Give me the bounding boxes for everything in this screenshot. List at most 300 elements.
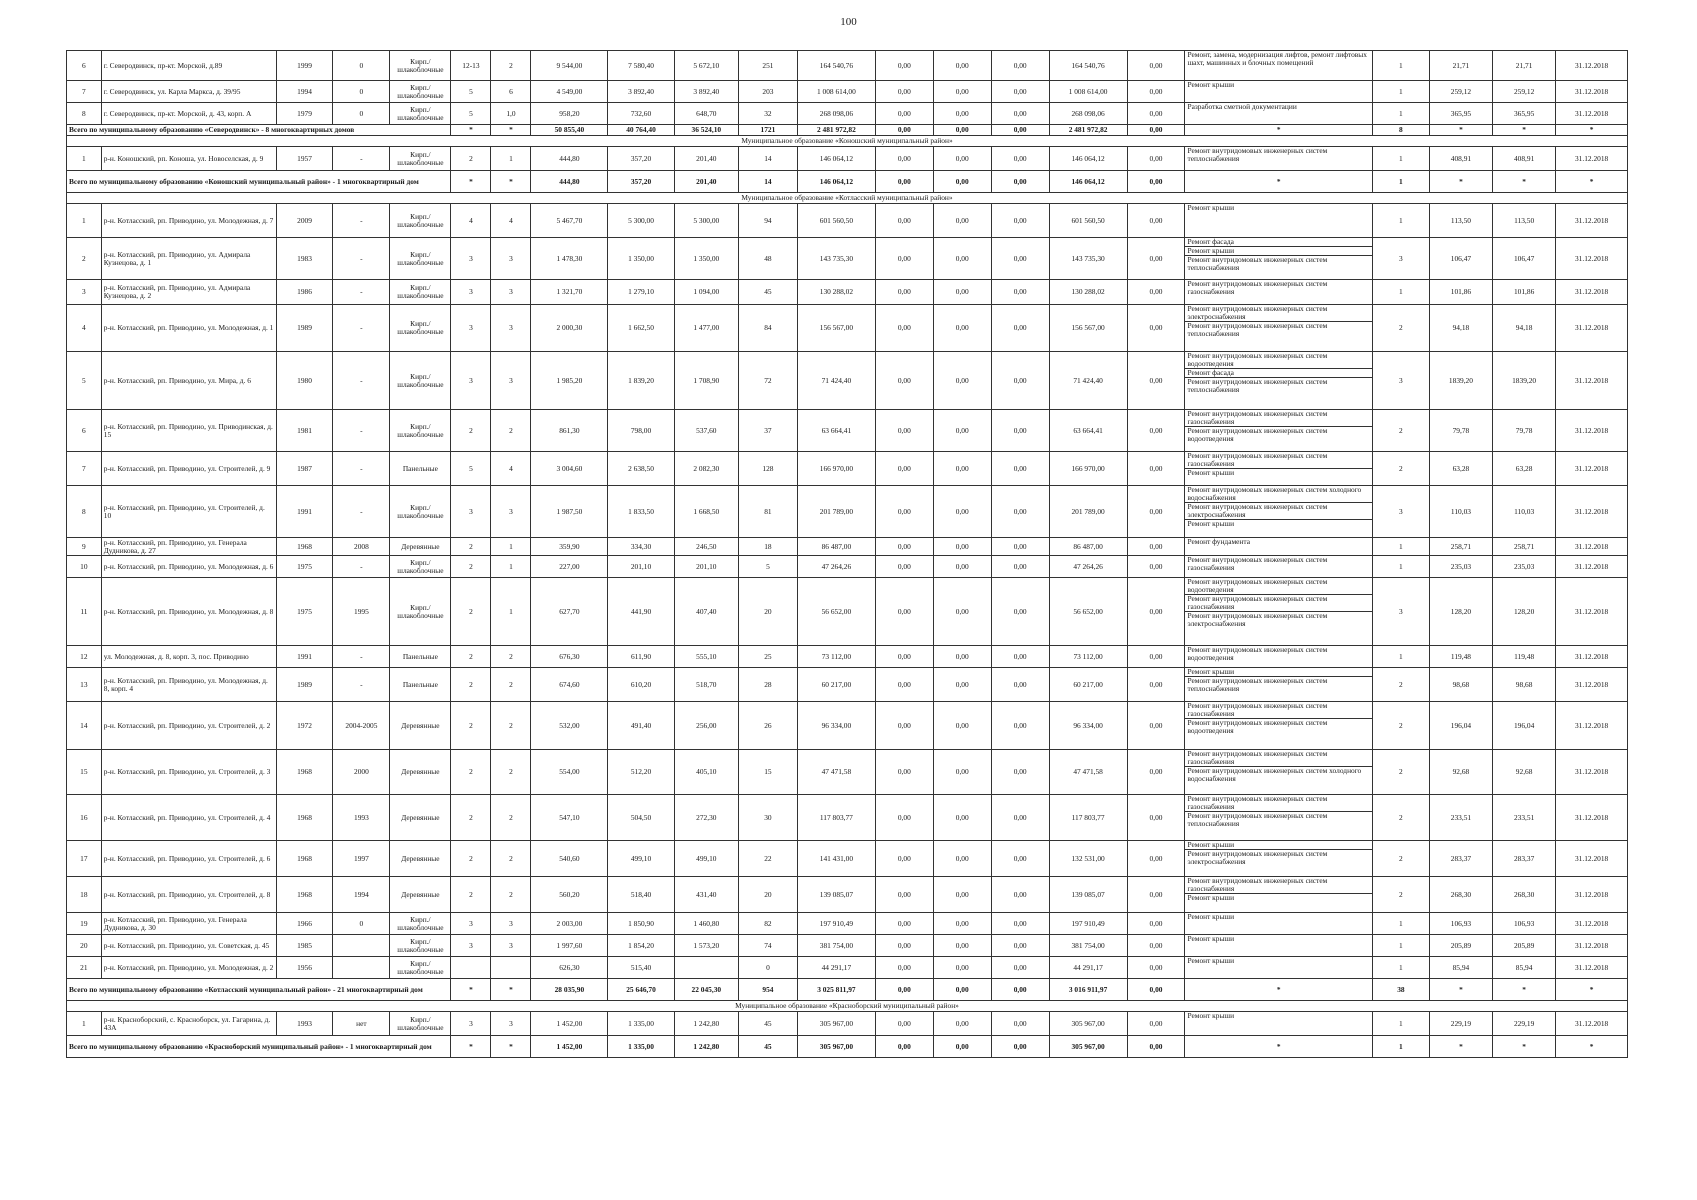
entrances-cell: 1 [491, 538, 531, 556]
fund-local-cell: 0,00 [991, 147, 1049, 171]
year-built-cell: 1993 [276, 1012, 333, 1036]
total-cell: 45 [738, 1036, 797, 1058]
total-area-cell: 1 985,20 [531, 352, 608, 410]
total-cost-cell: 146 064,12 [797, 147, 875, 171]
total-cell: 40 764,40 [608, 125, 674, 136]
total-cell: * [1185, 171, 1372, 193]
total-cost-cell: 96 334,00 [797, 702, 875, 750]
total-row [67, 979, 1628, 1001]
total-cell: * [451, 125, 491, 136]
year-reconstructed-cell: - [333, 204, 390, 238]
year-reconstructed-cell: - [333, 668, 390, 702]
wall-material-cell: Кирп./ шлакоблочные [390, 280, 451, 305]
fund-local-cell: 0,00 [991, 238, 1049, 280]
max-unit-cost-cell: 205,89 [1493, 935, 1556, 957]
work-type: Ремонт внутридомовых инженерных систем газоснабжения [1185, 877, 1371, 894]
total-cell: 0,00 [1127, 171, 1185, 193]
fund-federal-cell: 0,00 [875, 646, 933, 668]
table-row [67, 578, 1628, 646]
total-area-cell: 560,20 [531, 877, 608, 913]
work-types-cell [1185, 578, 1372, 646]
table-row [67, 646, 1628, 668]
entrances-cell: 1 [491, 147, 531, 171]
work-count-cell: 3 [1372, 578, 1429, 646]
row-number-cell: 10 [67, 556, 102, 578]
total-cell: * [491, 1036, 531, 1058]
total-cell: * [1493, 171, 1556, 193]
entrances-cell: 3 [491, 280, 531, 305]
total-area-cell: 958,20 [531, 103, 608, 125]
row-number-cell: 20 [67, 935, 102, 957]
residential-area-cell: 3 892,40 [674, 81, 738, 103]
residents-cell: 18 [738, 538, 797, 556]
residential-area-cell: 246,50 [674, 538, 738, 556]
total-cell: * [1493, 125, 1556, 136]
row-number-cell: 2 [67, 238, 102, 280]
unit-cost-cell: 85,94 [1429, 957, 1492, 979]
max-unit-cost-cell: 119,48 [1493, 646, 1556, 668]
floors-cell: 2 [451, 147, 491, 171]
fund-federal-cell: 0,00 [875, 103, 933, 125]
address-cell: р-н. Котласский, рп. Приводино, ул. Адмирала Кузнецова, д. 2 [101, 280, 276, 305]
work-types-cell [1185, 702, 1372, 750]
max-unit-cost-cell: 268,30 [1493, 877, 1556, 913]
total-cell: 36 524,10 [674, 125, 738, 136]
table-row [67, 750, 1628, 795]
section-header-row [67, 193, 1628, 204]
fund-owners-cell: 1 008 614,00 [1049, 81, 1127, 103]
total-area-cell: 1 987,50 [531, 486, 608, 538]
fund-local-cell: 0,00 [991, 204, 1049, 238]
total-area-cell: 547,10 [531, 795, 608, 841]
residents-cell: 203 [738, 81, 797, 103]
entrances-cell: 2 [491, 668, 531, 702]
fund-local-cell: 0,00 [991, 538, 1049, 556]
unit-cost-cell: 21,71 [1429, 51, 1492, 81]
total-area-cell: 359,90 [531, 538, 608, 556]
wall-material-cell: Панельные [390, 646, 451, 668]
row-number-cell: 1 [67, 147, 102, 171]
deadline-cell: 31.12.2018 [1556, 935, 1628, 957]
wall-material-cell: Деревянные [390, 702, 451, 750]
residents-cell: 30 [738, 795, 797, 841]
year-built-cell: 1989 [276, 305, 333, 352]
work-type: Ремонт внутридомовых инженерных систем водоотведения [1187, 717, 1328, 735]
work-type: Ремонт крыши [1187, 467, 1235, 477]
row-number-cell: 11 [67, 578, 102, 646]
deadline-cell: 31.12.2018 [1556, 668, 1628, 702]
floors-cell: 3 [451, 305, 491, 352]
work-type: Ремонт крыши [1187, 518, 1235, 528]
year-reconstructed-cell: 1997 [333, 841, 390, 877]
row-number-cell: 21 [67, 957, 102, 979]
total-cell: 3 016 911,97 [1049, 979, 1127, 1001]
fund-owners-cell: 381 754,00 [1049, 935, 1127, 957]
total-cost-cell: 156 567,00 [797, 305, 875, 352]
floors-cell: 12-13 [451, 51, 491, 81]
fund-federal-cell: 0,00 [875, 147, 933, 171]
residential-area-cell: 1 668,50 [674, 486, 738, 538]
floors-cell: 3 [451, 486, 491, 538]
fund-other-cell: 0,00 [1127, 103, 1185, 125]
unit-cost-cell: 98,68 [1429, 668, 1492, 702]
fund-federal-cell: 0,00 [875, 410, 933, 452]
fund-other-cell: 0,00 [1127, 352, 1185, 410]
premises-area-cell: 1 850,90 [608, 913, 674, 935]
year-reconstructed-cell: - [333, 646, 390, 668]
fund-federal-cell: 0,00 [875, 486, 933, 538]
residential-area-cell: 537,60 [674, 410, 738, 452]
year-reconstructed-cell: - [333, 452, 390, 486]
table-row [67, 913, 1628, 935]
fund-federal-cell: 0,00 [875, 81, 933, 103]
residential-area-cell: 1 242,80 [674, 1012, 738, 1036]
work-types-cell [1185, 556, 1372, 578]
total-area-cell: 1 478,30 [531, 238, 608, 280]
deadline-cell: 31.12.2018 [1556, 305, 1628, 352]
fund-owners-cell: 166 970,00 [1049, 452, 1127, 486]
work-type: Ремонт внутридомовых инженерных систем теплоснабжения [1187, 376, 1328, 394]
table-row [67, 305, 1628, 352]
floors-cell: 3 [451, 913, 491, 935]
total-cell: 146 064,12 [1049, 171, 1127, 193]
address-cell: р-н. Котласский, рп. Приводино, ул. Строителей, д. 8 [101, 877, 276, 913]
fund-other-cell: 0,00 [1127, 305, 1185, 352]
fund-federal-cell: 0,00 [875, 51, 933, 81]
total-cell: * [1185, 1036, 1372, 1058]
total-cell: 14 [738, 171, 797, 193]
fund-other-cell: 0,00 [1127, 935, 1185, 957]
total-cost-cell: 73 112,00 [797, 646, 875, 668]
unit-cost-cell: 113,50 [1429, 204, 1492, 238]
unit-cost-cell: 365,95 [1429, 103, 1492, 125]
residents-cell: 74 [738, 935, 797, 957]
work-type: Ремонт фундамента [1187, 537, 1250, 546]
deadline-cell: 31.12.2018 [1556, 795, 1628, 841]
table-row [67, 538, 1628, 556]
total-cell: * [1429, 979, 1492, 1001]
residents-cell: 15 [738, 750, 797, 795]
residents-cell: 82 [738, 913, 797, 935]
unit-cost-cell: 94,18 [1429, 305, 1492, 352]
total-cost-cell: 63 664,41 [797, 410, 875, 452]
premises-area-cell: 1 854,20 [608, 935, 674, 957]
total-area-cell: 674,60 [531, 668, 608, 702]
fund-local-cell: 0,00 [991, 702, 1049, 750]
work-type: Ремонт фасада [1185, 369, 1371, 378]
work-count-cell: 3 [1372, 352, 1429, 410]
fund-federal-cell: 0,00 [875, 305, 933, 352]
work-count-cell: 1 [1372, 913, 1429, 935]
unit-cost-cell: 258,71 [1429, 538, 1492, 556]
floors-cell: 2 [451, 877, 491, 913]
total-cell: * [1556, 171, 1628, 193]
fund-federal-cell: 0,00 [875, 668, 933, 702]
max-unit-cost-cell: 106,47 [1493, 238, 1556, 280]
total-cost-cell: 56 652,00 [797, 578, 875, 646]
work-types-cell [1185, 452, 1372, 486]
total-cell: * [1429, 171, 1492, 193]
floors-cell: 2 [451, 556, 491, 578]
work-type: Ремонт внутридомовых инженерных систем газоснабжения [1185, 410, 1371, 427]
fund-other-cell: 0,00 [1127, 1012, 1185, 1036]
unit-cost-cell: 110,03 [1429, 486, 1492, 538]
fund-owners-cell: 60 217,00 [1049, 668, 1127, 702]
year-built-cell: 1981 [276, 410, 333, 452]
total-cell: * [491, 979, 531, 1001]
address-cell: р-н. Котласский, рп. Приводино, ул. Молодежная, д. 1 [101, 305, 276, 352]
total-cost-cell: 1 008 614,00 [797, 81, 875, 103]
table-row [67, 556, 1628, 578]
fund-local-cell: 0,00 [991, 1012, 1049, 1036]
year-reconstructed-cell: 0 [333, 913, 390, 935]
work-type: Ремонт крыши [1185, 841, 1371, 850]
total-cost-cell: 164 540,76 [797, 51, 875, 81]
year-reconstructed-cell: - [333, 486, 390, 538]
max-unit-cost-cell: 106,93 [1493, 913, 1556, 935]
wall-material-cell: Кирп./ шлакоблочные [390, 410, 451, 452]
deadline-cell: 31.12.2018 [1556, 538, 1628, 556]
fund-local-cell: 0,00 [991, 556, 1049, 578]
year-built-cell: 2009 [276, 204, 333, 238]
year-reconstructed-cell: 2004-2005 [333, 702, 390, 750]
work-type: Ремонт внутридомовых инженерных систем газоснабжения [1185, 595, 1371, 612]
entrances-cell: 1 [491, 578, 531, 646]
deadline-cell: 31.12.2018 [1556, 352, 1628, 410]
residential-area-cell [674, 957, 738, 979]
fund-regional-cell: 0,00 [933, 51, 991, 81]
fund-local-cell: 0,00 [991, 452, 1049, 486]
fund-owners-cell: 143 735,30 [1049, 238, 1127, 280]
year-built-cell: 1987 [276, 452, 333, 486]
wall-material-cell: Деревянные [390, 841, 451, 877]
total-cell: 0,00 [875, 125, 933, 136]
total-cost-cell: 381 754,00 [797, 935, 875, 957]
address-cell: г. Северодвинск, пр-кт. Морской, д. 43, корп. А [101, 103, 276, 125]
unit-cost-cell: 106,93 [1429, 913, 1492, 935]
fund-owners-cell: 130 288,02 [1049, 280, 1127, 305]
year-reconstructed-cell: 0 [333, 103, 390, 125]
total-cell: 38 [1372, 979, 1429, 1001]
fund-regional-cell: 0,00 [933, 452, 991, 486]
table-row [67, 103, 1628, 125]
total-cell: 0,00 [933, 1036, 991, 1058]
fund-other-cell: 0,00 [1127, 877, 1185, 913]
work-types-cell [1185, 841, 1372, 877]
work-types-cell [1185, 646, 1372, 668]
max-unit-cost-cell: 408,91 [1493, 147, 1556, 171]
total-cell: 28 035,90 [531, 979, 608, 1001]
fund-owners-cell: 156 567,00 [1049, 305, 1127, 352]
work-count-cell: 1 [1372, 51, 1429, 81]
deadline-cell: 31.12.2018 [1556, 877, 1628, 913]
unit-cost-cell: 119,48 [1429, 646, 1492, 668]
total-cost-cell: 44 291,17 [797, 957, 875, 979]
fund-other-cell: 0,00 [1127, 538, 1185, 556]
total-row [67, 1036, 1628, 1058]
total-cell: 0,00 [991, 171, 1049, 193]
year-reconstructed-cell: - [333, 280, 390, 305]
fund-regional-cell: 0,00 [933, 556, 991, 578]
row-number-cell: 17 [67, 841, 102, 877]
entrances-cell [491, 957, 531, 979]
fund-owners-cell: 164 540,76 [1049, 51, 1127, 81]
row-number-cell: 6 [67, 51, 102, 81]
total-cell: * [1556, 125, 1628, 136]
residential-area-cell: 1 094,00 [674, 280, 738, 305]
floors-cell: 3 [451, 935, 491, 957]
year-built-cell: 1968 [276, 538, 333, 556]
max-unit-cost-cell: 128,20 [1493, 578, 1556, 646]
work-types-cell [1185, 1012, 1372, 1036]
premises-area-cell: 5 300,00 [608, 204, 674, 238]
work-type: Ремонт внутридомовых инженерных систем электроснабжения [1187, 610, 1328, 628]
address-cell: г. Северодвинск, пр-кт. Морской, д.89 [101, 51, 276, 81]
fund-regional-cell: 0,00 [933, 204, 991, 238]
wall-material-cell: Кирп./ шлакоблочные [390, 147, 451, 171]
max-unit-cost-cell: 98,68 [1493, 668, 1556, 702]
deadline-cell: 31.12.2018 [1556, 280, 1628, 305]
total-area-cell: 554,00 [531, 750, 608, 795]
total-row [67, 171, 1628, 193]
total-cell: * [491, 171, 531, 193]
total-cell: * [451, 979, 491, 1001]
total-cell: 50 855,40 [531, 125, 608, 136]
residents-cell: 128 [738, 452, 797, 486]
floors-cell: 2 [451, 578, 491, 646]
wall-material-cell: Кирп./ шлакоблочные [390, 935, 451, 957]
fund-federal-cell: 0,00 [875, 795, 933, 841]
fund-owners-cell: 201 789,00 [1049, 486, 1127, 538]
max-unit-cost-cell: 283,37 [1493, 841, 1556, 877]
fund-other-cell: 0,00 [1127, 841, 1185, 877]
deadline-cell: 31.12.2018 [1556, 410, 1628, 452]
fund-other-cell: 0,00 [1127, 486, 1185, 538]
table-row [67, 81, 1628, 103]
entrances-cell: 1 [491, 556, 531, 578]
entrances-cell: 4 [491, 452, 531, 486]
wall-material-cell: Кирп./ шлакоблочные [390, 352, 451, 410]
total-area-cell: 2 003,00 [531, 913, 608, 935]
floors-cell: 3 [451, 352, 491, 410]
total-cell: 1 242,80 [674, 1036, 738, 1058]
fund-regional-cell: 0,00 [933, 352, 991, 410]
work-type: Ремонт внутридомовых инженерных систем электроснабжения [1185, 503, 1371, 520]
total-area-cell: 626,30 [531, 957, 608, 979]
fund-other-cell: 0,00 [1127, 51, 1185, 81]
deadline-cell: 31.12.2018 [1556, 103, 1628, 125]
premises-area-cell: 518,40 [608, 877, 674, 913]
fund-owners-cell: 44 291,17 [1049, 957, 1127, 979]
total-cost-cell: 197 910,49 [797, 913, 875, 935]
fund-regional-cell: 0,00 [933, 103, 991, 125]
floors-cell: 2 [451, 538, 491, 556]
fund-regional-cell: 0,00 [933, 305, 991, 352]
wall-material-cell: Кирп./ шлакоблочные [390, 238, 451, 280]
deadline-cell: 31.12.2018 [1556, 913, 1628, 935]
deadline-cell: 31.12.2018 [1556, 841, 1628, 877]
fund-owners-cell: 197 910,49 [1049, 913, 1127, 935]
work-count-cell: 2 [1372, 841, 1429, 877]
entrances-cell: 3 [491, 913, 531, 935]
address-cell: р-н. Котласский, рп. Приводино, ул. Приводинская, д. 15 [101, 410, 276, 452]
total-area-cell: 540,60 [531, 841, 608, 877]
row-number-cell: 9 [67, 538, 102, 556]
fund-other-cell: 0,00 [1127, 957, 1185, 979]
fund-owners-cell: 47 471,58 [1049, 750, 1127, 795]
total-cell: 0,00 [875, 1036, 933, 1058]
premises-area-cell: 1 662,50 [608, 305, 674, 352]
fund-other-cell: 0,00 [1127, 795, 1185, 841]
year-built-cell: 1989 [276, 668, 333, 702]
fund-other-cell: 0,00 [1127, 702, 1185, 750]
fund-regional-cell: 0,00 [933, 668, 991, 702]
address-cell: р-н. Котласский, рп. Приводино, ул. Мира, д. 6 [101, 352, 276, 410]
fund-regional-cell: 0,00 [933, 538, 991, 556]
row-number-cell: 7 [67, 81, 102, 103]
max-unit-cost-cell: 196,04 [1493, 702, 1556, 750]
fund-local-cell: 0,00 [991, 957, 1049, 979]
work-type: Ремонт внутридомовых инженерных систем теплоснабжения [1187, 146, 1328, 163]
row-number-cell: 19 [67, 913, 102, 935]
entrances-cell: 3 [491, 1012, 531, 1036]
section-title: Муниципальное образование «Красноборский муниципальный район» [67, 1001, 1628, 1012]
wall-material-cell: Деревянные [390, 538, 451, 556]
entrances-cell: 1,0 [491, 103, 531, 125]
year-built-cell: 1994 [276, 81, 333, 103]
unit-cost-cell: 101,86 [1429, 280, 1492, 305]
residential-area-cell: 1 573,20 [674, 935, 738, 957]
fund-local-cell: 0,00 [991, 578, 1049, 646]
max-unit-cost-cell: 258,71 [1493, 538, 1556, 556]
fund-regional-cell: 0,00 [933, 957, 991, 979]
total-cell: 25 646,70 [608, 979, 674, 1001]
work-type: Ремонт крыши [1187, 1011, 1235, 1020]
total-cell: 201,40 [674, 171, 738, 193]
total-cost-cell: 71 424,40 [797, 352, 875, 410]
work-count-cell: 1 [1372, 538, 1429, 556]
work-types-cell [1185, 538, 1372, 556]
entrances-cell: 3 [491, 305, 531, 352]
entrances-cell: 2 [491, 51, 531, 81]
fund-regional-cell: 0,00 [933, 578, 991, 646]
fund-regional-cell: 0,00 [933, 795, 991, 841]
year-reconstructed-cell: 1993 [333, 795, 390, 841]
work-type: Ремонт внутридомовых инженерных систем холодного водоснабжения [1187, 765, 1362, 783]
deadline-cell: 31.12.2018 [1556, 81, 1628, 103]
year-reconstructed-cell: 1995 [333, 578, 390, 646]
residential-area-cell: 407,40 [674, 578, 738, 646]
total-cell: 2 481 972,82 [797, 125, 875, 136]
deadline-cell: 31.12.2018 [1556, 556, 1628, 578]
year-built-cell: 1975 [276, 556, 333, 578]
total-cell: 0,00 [875, 171, 933, 193]
wall-material-cell: Кирп./ шлакоблочные [390, 578, 451, 646]
table-row [67, 352, 1628, 410]
residents-cell: 32 [738, 103, 797, 125]
fund-local-cell: 0,00 [991, 103, 1049, 125]
residential-area-cell: 201,10 [674, 556, 738, 578]
unit-cost-cell: 79,78 [1429, 410, 1492, 452]
entrances-cell: 2 [491, 646, 531, 668]
year-built-cell: 1966 [276, 913, 333, 935]
wall-material-cell: Кирп./ шлакоблочные [390, 51, 451, 81]
work-type: Ремонт внутридомовых инженерных систем водоотведения [1185, 578, 1371, 595]
residential-area-cell: 1 708,90 [674, 352, 738, 410]
address-cell: р-н. Котласский, рп. Приводино, ул. Молодежная, д. 6 [101, 556, 276, 578]
fund-other-cell: 0,00 [1127, 913, 1185, 935]
work-type: Ремонт фасада [1185, 238, 1371, 247]
